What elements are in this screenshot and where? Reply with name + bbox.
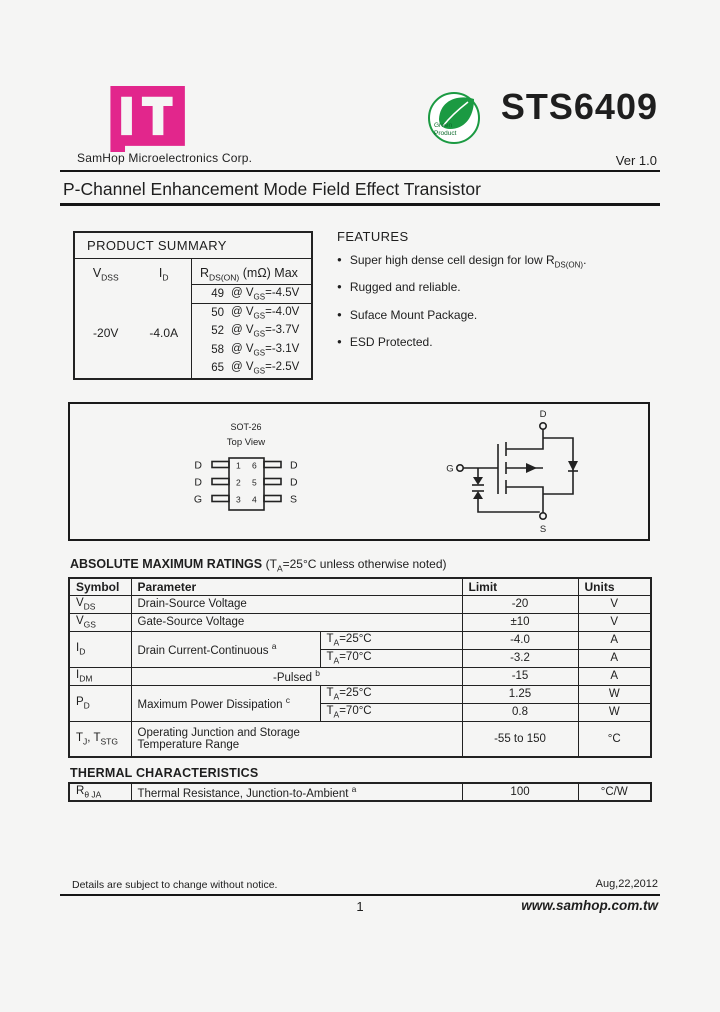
id-header: $I_D$ [158,266,169,283]
page-number: 1 [356,899,364,914]
part-number: STS6409 [500,86,658,127]
thermal-table [68,782,652,802]
mosfet-wiring [457,423,578,519]
table-row: $P_D$ Maximum Power Dissipation $^c$ $T_A=25^\circ C$ 1.25 W [69,685,651,703]
thermal-heading: THERMAL CHARACTERISTICS [70,766,259,780]
rds-row: 52 @ $V_{GS}=-3.7V$ [211,324,300,339]
pin-number: 2 [236,477,241,488]
table-row: $V_{DS}$ Drain-Source Voltage -20 V [69,595,651,613]
table-row: $I_D$ Drain Current-Continuous $^a$ $T_A=25^\circ C$ -4.0 A [69,631,651,649]
bullet-icon: ● [337,255,342,264]
rds-row: 58 @ $V_{GS}=-3.1V$ [211,342,300,357]
schematic-gate-label: G [446,463,454,475]
website-url: www.samhop.com.tw [521,898,658,913]
abs-max-table [68,577,652,758]
feature-item: ● Super high dense cell design for low $R_{DS(ON)}$. [337,253,587,270]
package-diagram-box [68,402,650,541]
document-title: P-Channel Enhancement Mode Field Effect Transistor [63,179,481,199]
footer-disclaimer: Details are subject to change without notice. [72,879,278,891]
samhop-logo-icon [107,86,186,152]
col-units: Units [578,578,651,595]
features-heading: FEATURES [337,229,409,244]
pin-number: 5 [252,477,257,488]
bullet-icon: ● [337,282,342,292]
table-row: $T_A=70^\circ C$ -3.2 A [69,649,651,667]
product-summary-heading: PRODUCT SUMMARY [75,233,311,259]
summary-left-values [75,326,191,340]
pin-label: D [194,476,202,489]
summary-left-header [75,259,191,283]
version-label: Ver 1.0 [615,153,657,168]
package-pinout-diagram [160,416,380,534]
pin-label: D [290,459,298,472]
header-divider [60,170,660,172]
pin-number: 3 [236,494,241,505]
pin-number: 6 [252,460,257,471]
pin-label: D [290,476,298,489]
col-symbol: Symbol [69,578,131,595]
feature-item: ● Suface Mount Package. [337,307,478,322]
package-view-label: Top View [226,437,266,448]
col-limit: Limit [462,578,578,595]
package-name: SOT-26 [230,422,262,432]
table-row: $V_{GS}$ Gate-Source Voltage ±10 V [69,613,651,631]
product-summary-table [73,231,313,380]
package-body [212,458,281,510]
bullet-icon: ● [337,337,342,347]
table-row: $R_{\theta JA}$ Thermal Resistance, Junction-to-Ambient $^a$ 100 °C/W [69,783,651,801]
pin-number: 4 [252,494,257,505]
rds-row: 50 @ $V_{GS}=-4.0V$ [211,305,300,320]
badge-text-line1: Green [434,122,453,129]
schematic-drain-label: D [539,409,547,420]
rds-row: 49 @ $V_{GS}=-4.5V$ [192,285,311,304]
table-row: $I_{DM}$ -Pulsed $^b$ -15 A [69,667,651,685]
footer-divider [60,894,660,896]
bullet-icon: ● [337,309,342,319]
table-row: $T_J$, $T_{STG}$ Operating Junction and Storage Temperature Range -55 to 150 °C [69,721,651,757]
rds-row: 65 @ $V_{GS}=-2.5V$ [211,361,300,376]
abs-max-heading: ABSOLUTE MAXIMUM RATINGS ($T_A=25^\circ C$ unless otherwise noted) [70,557,447,574]
feature-item: ● Rugged and reliable. [337,280,461,295]
pin-label: S [290,493,298,506]
pin-label: G [193,493,202,506]
mosfet-schematic [438,408,650,536]
id-value: -4.0A [149,325,179,340]
footer-date: Aug,22,2012 [595,878,658,890]
vdss-value: -20V [93,325,119,340]
features-section [337,229,647,363]
company-name: SamHop Microelectronics Corp. [77,151,253,165]
pin-number: 1 [236,460,241,471]
green-product-badge-icon [427,91,481,145]
feature-item: ● ESD Protected. [337,335,433,350]
table-header-row [69,578,651,595]
title-divider [60,203,660,206]
summary-left-section [75,259,192,378]
summary-rds-section [192,259,311,378]
rds-header: $R_{DS(ON)}$ (mΩ) Max [192,259,311,285]
schematic-source-label: S [539,524,547,535]
table-row: $T_A=70^\circ C$ 0.8 W [69,703,651,721]
vdss-header: $V_{DSS}$ [92,266,119,283]
product-summary-body [75,259,311,378]
badge-text-line2: Product [434,130,457,137]
pin-label: D [194,459,202,472]
col-parameter: Parameter [131,578,462,595]
